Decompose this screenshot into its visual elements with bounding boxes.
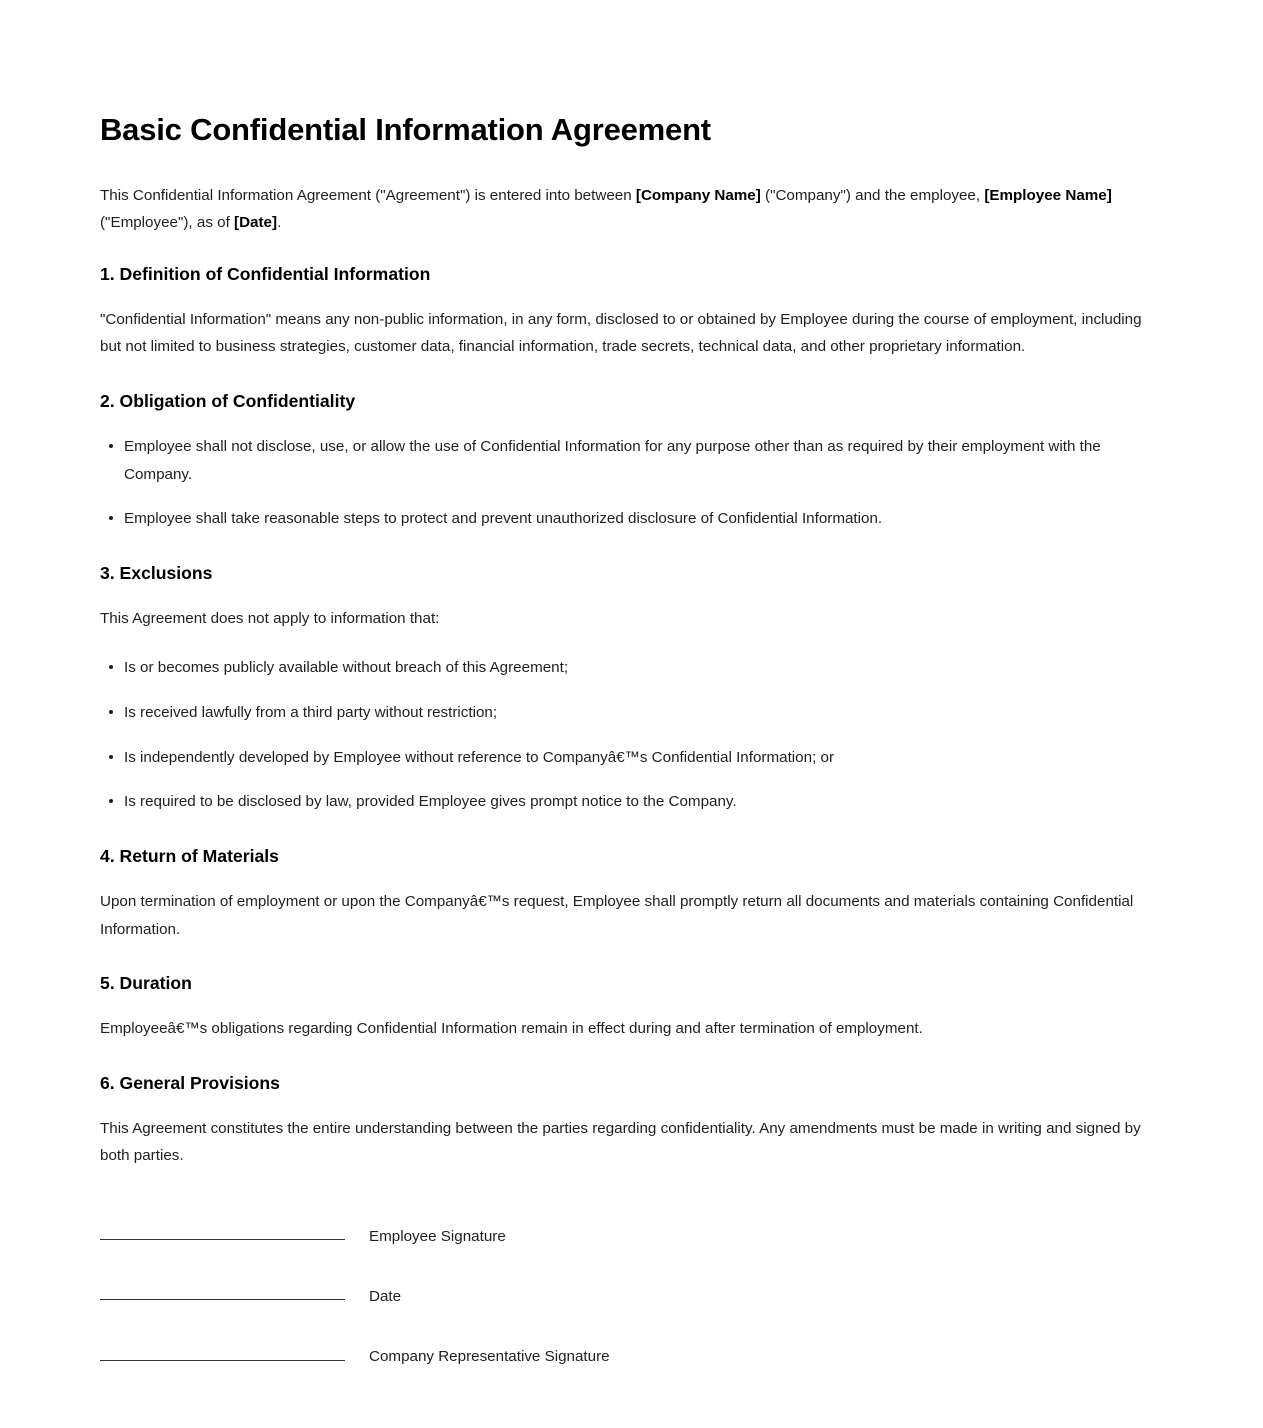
- intro-text-part-3: ("Employee"), as of: [100, 214, 235, 232]
- bullet-list: [100, 654, 1155, 816]
- section-obligation: [100, 390, 1155, 533]
- section-exclusions: [100, 562, 1155, 816]
- section-definition: [100, 263, 1155, 361]
- intro-text-part-1: This Confidential Information Agreement ("Agreement") is entered into between: [100, 186, 636, 204]
- section-heading: 1. Definition of Confidential Information: [100, 263, 431, 284]
- list-item-text: Employee shall not disclose, use, or allow the use of Confidential Information for any purpose other than as required by their employment with the Company.: [124, 437, 1101, 483]
- section-heading: 4. Return of Materials: [100, 846, 279, 867]
- company-name-placeholder: [Company Name]: [635, 186, 761, 204]
- list-item: [100, 654, 1155, 682]
- section-paragraph: This Agreement constitutes the entire understanding between the parties regarding confidentiality. Any amendments must be made in writing and signed by both parties.: [100, 1119, 1141, 1165]
- section-heading: 2. Obligation of Confidentiality: [100, 391, 356, 412]
- signature-block: [100, 1228, 1155, 1367]
- list-item-text: Is required to be disclosed by law, provided Employee gives prompt notice to the Company.: [124, 793, 737, 811]
- signature-line[interactable]: [100, 1359, 345, 1361]
- intro-text-part-2: ("Company") and the employee,: [760, 186, 985, 204]
- section-lead-in: This Agreement does not apply to information that:: [100, 609, 440, 627]
- bullet-point-icon: [109, 710, 113, 714]
- list-item-text: Employee shall take reasonable steps to protect and prevent unauthorized disclosure of Confidential Information.: [124, 510, 883, 528]
- section-heading: 6. General Provisions: [100, 1072, 280, 1093]
- bullet-list: [100, 433, 1155, 533]
- bullet-point-icon: [109, 516, 113, 520]
- section-duration: [100, 972, 1155, 1043]
- bullet-point-icon: [109, 444, 113, 448]
- signature-label: Company Representative Signature: [369, 1348, 610, 1366]
- date-placeholder: [Date]: [234, 214, 278, 232]
- section-return-of-materials: [100, 845, 1155, 943]
- list-item-text: Is received lawfully from a third party without restriction;: [124, 704, 498, 722]
- signature-label: Employee Signature: [369, 1227, 506, 1245]
- section-heading: 3. Exclusions: [100, 562, 213, 583]
- bullet-point-icon: [109, 665, 113, 669]
- signature-row-date: [100, 1288, 1155, 1306]
- bullet-point-icon: [109, 755, 113, 759]
- list-item: [100, 744, 1155, 772]
- section-paragraph: "Confidential Information" means any non-public information, in any form, disclosed to or obtained by Employee during the course of employment, including but not limited to business strategies, customer data, financial information, trade secrets, technical data, and other proprietary information.: [100, 310, 1142, 356]
- section-heading: 5. Duration: [100, 973, 192, 994]
- signature-line[interactable]: [100, 1238, 345, 1240]
- signature-row-company-representative: [100, 1348, 1155, 1366]
- section-general-provisions: [100, 1072, 1155, 1170]
- signature-line[interactable]: [100, 1298, 345, 1300]
- page-title: Basic Confidential Information Agreement: [100, 112, 711, 147]
- bullet-point-icon: [109, 799, 113, 803]
- list-item-text: Is independently developed by Employee without reference to Companyâ€™s Confidential Information; or: [124, 748, 835, 766]
- section-paragraph: Employeeâ€™s obligations regarding Confidential Information remain in effect during and after termination of employment.: [100, 1020, 923, 1038]
- list-item: [100, 433, 1155, 488]
- intro-text-part-4: .: [277, 214, 282, 232]
- section-paragraph: Upon termination of employment or upon the Companyâ€™s request, Employee shall promptly return all documents and materials containing Confidential Information.: [100, 892, 1134, 938]
- list-item-text: Is or becomes publicly available without breach of this Agreement;: [124, 659, 569, 677]
- list-item: [100, 788, 1155, 816]
- intro-paragraph: [100, 182, 1155, 237]
- signature-row-employee: [100, 1228, 1155, 1246]
- employee-name-placeholder: [Employee Name]: [984, 186, 1112, 204]
- list-item: [100, 505, 1155, 533]
- signature-label: Date: [369, 1288, 402, 1306]
- list-item: [100, 699, 1155, 727]
